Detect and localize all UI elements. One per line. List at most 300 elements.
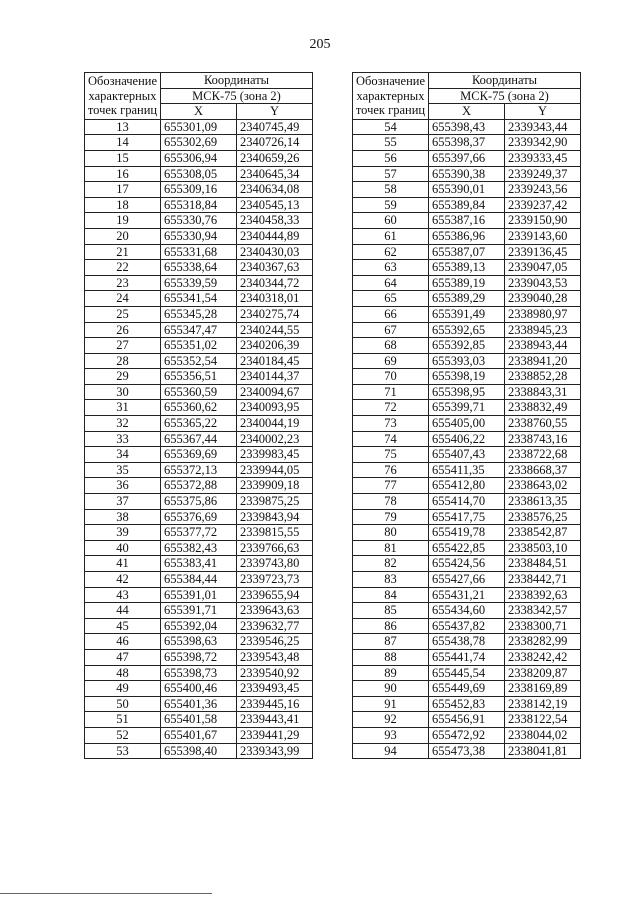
table-row (85, 338, 313, 354)
designation-line: характерных (88, 88, 157, 103)
point-number-cell: 84 (353, 587, 429, 603)
point-number-cell: 74 (353, 431, 429, 447)
x-value-cell: 655401,67 (161, 727, 237, 743)
designation-header (85, 73, 161, 120)
point-number-cell: 73 (353, 416, 429, 432)
table-row (353, 166, 581, 182)
y-value-cell: 2338242,42 (505, 649, 581, 665)
y-value-cell: 2339445,16 (237, 696, 313, 712)
y-value-cell: 2340184,45 (237, 353, 313, 369)
y-value-cell: 2338209,87 (505, 665, 581, 681)
point-number-cell: 90 (353, 681, 429, 697)
y-value-cell: 2338392,63 (505, 587, 581, 603)
x-value-cell: 655411,35 (429, 462, 505, 478)
point-number-cell: 27 (85, 338, 161, 354)
table-row (353, 525, 581, 541)
table-row (353, 712, 581, 728)
y-value-cell: 2339743,80 (237, 556, 313, 572)
x-value-cell: 655452,83 (429, 696, 505, 712)
x-value-cell: 655387,07 (429, 244, 505, 260)
x-value-cell: 655389,84 (429, 197, 505, 213)
x-value-cell: 655401,36 (161, 696, 237, 712)
x-value-cell: 655367,44 (161, 431, 237, 447)
y-value-cell: 2339443,41 (237, 712, 313, 728)
point-number-cell: 37 (85, 494, 161, 510)
y-value-cell: 2338743,16 (505, 431, 581, 447)
x-value-cell: 655360,62 (161, 400, 237, 416)
y-value-cell: 2339983,45 (237, 447, 313, 463)
x-value-cell: 655392,85 (429, 338, 505, 354)
table-row (85, 525, 313, 541)
y-value-cell: 2339632,77 (237, 618, 313, 634)
table-row (85, 634, 313, 650)
y-value-cell: 2340094,67 (237, 384, 313, 400)
x-value-cell: 655438,78 (429, 634, 505, 650)
x-value-cell: 655386,96 (429, 228, 505, 244)
table-row (85, 197, 313, 213)
point-number-cell: 89 (353, 665, 429, 681)
table-row (85, 649, 313, 665)
x-value-cell: 655345,28 (161, 306, 237, 322)
x-header: X (429, 104, 505, 120)
table-row (353, 603, 581, 619)
point-number-cell: 48 (85, 665, 161, 681)
y-value-cell: 2339043,53 (505, 275, 581, 291)
point-number-cell: 69 (353, 353, 429, 369)
table-row (85, 182, 313, 198)
table-row (85, 400, 313, 416)
point-number-cell: 19 (85, 213, 161, 229)
y-value-cell: 2339655,94 (237, 587, 313, 603)
table-row (353, 447, 581, 463)
y-value-cell: 2340244,55 (237, 322, 313, 338)
table-row (85, 665, 313, 681)
x-value-cell: 655398,95 (429, 384, 505, 400)
table-row (353, 213, 581, 229)
point-number-cell: 55 (353, 135, 429, 151)
x-value-cell: 655382,43 (161, 540, 237, 556)
x-value-cell: 655399,71 (429, 400, 505, 416)
x-value-cell: 655398,63 (161, 634, 237, 650)
point-number-cell: 67 (353, 322, 429, 338)
table-row (85, 150, 313, 166)
x-value-cell: 655330,76 (161, 213, 237, 229)
x-value-cell: 655302,69 (161, 135, 237, 151)
point-number-cell: 72 (353, 400, 429, 416)
x-value-cell: 655331,68 (161, 244, 237, 260)
designation-header (353, 73, 429, 120)
x-value-cell: 655392,65 (429, 322, 505, 338)
table-row (353, 384, 581, 400)
table-row (353, 197, 581, 213)
x-header: X (161, 104, 237, 120)
table-row (85, 431, 313, 447)
y-value-cell: 2338484,51 (505, 556, 581, 572)
table-row (85, 603, 313, 619)
table-row (353, 540, 581, 556)
y-value-cell: 2339343,44 (505, 119, 581, 135)
x-value-cell: 655360,59 (161, 384, 237, 400)
table-row (353, 291, 581, 307)
table-row (353, 618, 581, 634)
x-value-cell: 655389,13 (429, 260, 505, 276)
x-value-cell: 655398,40 (161, 743, 237, 759)
x-value-cell: 655389,29 (429, 291, 505, 307)
table-row (85, 494, 313, 510)
point-number-cell: 52 (85, 727, 161, 743)
table-row (353, 260, 581, 276)
point-number-cell: 24 (85, 291, 161, 307)
x-value-cell: 655424,56 (429, 556, 505, 572)
x-value-cell: 655445,54 (429, 665, 505, 681)
x-value-cell: 655398,72 (161, 649, 237, 665)
point-number-cell: 83 (353, 572, 429, 588)
x-value-cell: 655431,21 (429, 587, 505, 603)
coordinates-table-left (84, 72, 313, 759)
point-number-cell: 92 (353, 712, 429, 728)
x-value-cell: 655356,51 (161, 369, 237, 385)
point-number-cell: 34 (85, 447, 161, 463)
coords-title-header: Координаты (429, 73, 581, 89)
x-value-cell: 655406,22 (429, 431, 505, 447)
table-row (353, 353, 581, 369)
point-number-cell: 15 (85, 150, 161, 166)
y-value-cell: 2338722,68 (505, 447, 581, 463)
x-value-cell: 655375,86 (161, 494, 237, 510)
designation-line: характерных (356, 88, 425, 103)
table-row (353, 244, 581, 260)
table-row (353, 696, 581, 712)
y-value-cell: 2340044,19 (237, 416, 313, 432)
y-value-cell: 2339243,56 (505, 182, 581, 198)
x-value-cell: 655352,54 (161, 353, 237, 369)
y-value-cell: 2339249,37 (505, 166, 581, 182)
x-value-cell: 655412,80 (429, 478, 505, 494)
point-number-cell: 36 (85, 478, 161, 494)
point-number-cell: 25 (85, 306, 161, 322)
point-number-cell: 85 (353, 603, 429, 619)
point-number-cell: 20 (85, 228, 161, 244)
table-row (353, 649, 581, 665)
point-number-cell: 76 (353, 462, 429, 478)
y-value-cell: 2339643,63 (237, 603, 313, 619)
y-value-cell: 2338300,71 (505, 618, 581, 634)
x-value-cell: 655318,84 (161, 197, 237, 213)
table-row (85, 306, 313, 322)
y-value-cell: 2338843,31 (505, 384, 581, 400)
table-row (353, 150, 581, 166)
table-row (85, 291, 313, 307)
point-number-cell: 93 (353, 727, 429, 743)
point-number-cell: 17 (85, 182, 161, 198)
y-value-cell: 2340545,13 (237, 197, 313, 213)
point-number-cell: 88 (353, 649, 429, 665)
y-value-cell: 2339237,42 (505, 197, 581, 213)
table-row (353, 572, 581, 588)
y-value-cell: 2338342,57 (505, 603, 581, 619)
page-number: 205 (309, 37, 331, 52)
y-value-cell: 2340444,89 (237, 228, 313, 244)
y-header: Y (237, 104, 313, 120)
x-value-cell: 655398,43 (429, 119, 505, 135)
x-value-cell: 655347,47 (161, 322, 237, 338)
x-value-cell: 655400,46 (161, 681, 237, 697)
point-number-cell: 71 (353, 384, 429, 400)
coordinates-table-right (352, 72, 581, 759)
point-number-cell: 39 (85, 525, 161, 541)
x-value-cell: 655398,19 (429, 369, 505, 385)
x-value-cell: 655456,91 (429, 712, 505, 728)
table-row (353, 556, 581, 572)
table-row (353, 182, 581, 198)
point-number-cell: 43 (85, 587, 161, 603)
y-value-cell: 2340726,14 (237, 135, 313, 151)
table-row (353, 369, 581, 385)
table-row (353, 400, 581, 416)
table-row (353, 135, 581, 151)
designation-line: точек границ (355, 103, 426, 118)
y-value-cell: 2338945,23 (505, 322, 581, 338)
designation-line: Обозначение (355, 74, 426, 88)
y-value-cell: 2339441,29 (237, 727, 313, 743)
y-value-cell: 2340144,37 (237, 369, 313, 385)
y-value-cell: 2340367,63 (237, 260, 313, 276)
point-number-cell: 45 (85, 618, 161, 634)
y-value-cell: 2340275,74 (237, 306, 313, 322)
x-value-cell: 655417,75 (429, 509, 505, 525)
table-row (85, 509, 313, 525)
table-row (85, 540, 313, 556)
point-number-cell: 80 (353, 525, 429, 541)
table-row (353, 416, 581, 432)
table-row (85, 322, 313, 338)
point-number-cell: 44 (85, 603, 161, 619)
table-row (85, 618, 313, 634)
y-value-cell: 2338044,02 (505, 727, 581, 743)
point-number-cell: 46 (85, 634, 161, 650)
x-value-cell: 655338,64 (161, 260, 237, 276)
table-row (353, 322, 581, 338)
y-value-cell: 2339342,90 (505, 135, 581, 151)
y-value-cell: 2339493,45 (237, 681, 313, 697)
x-value-cell: 655391,01 (161, 587, 237, 603)
x-value-cell: 655391,71 (161, 603, 237, 619)
x-value-cell: 655369,69 (161, 447, 237, 463)
y-value-cell: 2339543,48 (237, 649, 313, 665)
x-value-cell: 655365,22 (161, 416, 237, 432)
x-value-cell: 655393,03 (429, 353, 505, 369)
y-value-cell: 2338442,71 (505, 572, 581, 588)
x-value-cell: 655389,19 (429, 275, 505, 291)
table-body-left (85, 119, 313, 758)
point-number-cell: 35 (85, 462, 161, 478)
table-row (353, 119, 581, 135)
x-value-cell: 655392,04 (161, 618, 237, 634)
y-value-cell: 2340093,95 (237, 400, 313, 416)
x-value-cell: 655387,16 (429, 213, 505, 229)
point-number-cell: 21 (85, 244, 161, 260)
y-value-cell: 2339143,60 (505, 228, 581, 244)
designation-line: Обозначение (87, 74, 158, 88)
point-number-cell: 40 (85, 540, 161, 556)
point-number-cell: 59 (353, 197, 429, 213)
point-number-cell: 38 (85, 509, 161, 525)
x-value-cell: 655339,59 (161, 275, 237, 291)
table-row (85, 213, 313, 229)
point-number-cell: 26 (85, 322, 161, 338)
table-row (85, 353, 313, 369)
y-value-cell: 2340344,72 (237, 275, 313, 291)
table-row (85, 369, 313, 385)
table-row (353, 275, 581, 291)
y-value-cell: 2339047,05 (505, 260, 581, 276)
y-value-cell: 2339040,28 (505, 291, 581, 307)
y-value-cell: 2339540,92 (237, 665, 313, 681)
table-row (353, 509, 581, 525)
point-number-cell: 70 (353, 369, 429, 385)
point-number-cell: 30 (85, 384, 161, 400)
point-number-cell: 14 (85, 135, 161, 151)
y-value-cell: 2340659,26 (237, 150, 313, 166)
table-row (85, 712, 313, 728)
table-row (85, 743, 313, 759)
designation-line: точек границ (87, 103, 158, 118)
table-row (85, 260, 313, 276)
x-value-cell: 655384,44 (161, 572, 237, 588)
x-value-cell: 655434,60 (429, 603, 505, 619)
point-number-cell: 42 (85, 572, 161, 588)
coords-system-header: МСК-75 (зона 2) (429, 88, 581, 104)
x-value-cell: 655414,70 (429, 494, 505, 510)
table-row (85, 462, 313, 478)
x-value-cell: 655376,69 (161, 509, 237, 525)
y-value-cell: 2339546,25 (237, 634, 313, 650)
point-number-cell: 86 (353, 618, 429, 634)
y-value-cell: 2338943,44 (505, 338, 581, 354)
x-value-cell: 655398,73 (161, 665, 237, 681)
x-value-cell: 655422,85 (429, 540, 505, 556)
point-number-cell: 31 (85, 400, 161, 416)
table-row (353, 431, 581, 447)
table-row (353, 228, 581, 244)
point-number-cell: 53 (85, 743, 161, 759)
table-row (353, 494, 581, 510)
y-value-cell: 2338643,02 (505, 478, 581, 494)
point-number-cell: 61 (353, 228, 429, 244)
y-value-cell: 2338122,54 (505, 712, 581, 728)
y-value-cell: 2338852,28 (505, 369, 581, 385)
y-value-cell: 2339150,90 (505, 213, 581, 229)
x-value-cell: 655419,78 (429, 525, 505, 541)
y-value-cell: 2338142,19 (505, 696, 581, 712)
y-value-cell: 2339909,18 (237, 478, 313, 494)
point-number-cell: 81 (353, 540, 429, 556)
x-value-cell: 655449,69 (429, 681, 505, 697)
y-value-cell: 2339843,94 (237, 509, 313, 525)
x-value-cell: 655407,43 (429, 447, 505, 463)
table-row (85, 572, 313, 588)
y-value-cell: 2338503,10 (505, 540, 581, 556)
x-value-cell: 655398,37 (429, 135, 505, 151)
x-value-cell: 655372,88 (161, 478, 237, 494)
point-number-cell: 68 (353, 338, 429, 354)
table-row (353, 681, 581, 697)
x-value-cell: 655472,92 (429, 727, 505, 743)
point-number-cell: 91 (353, 696, 429, 712)
x-value-cell: 655397,66 (429, 150, 505, 166)
x-value-cell: 655401,58 (161, 712, 237, 728)
table-row (85, 135, 313, 151)
x-value-cell: 655437,82 (429, 618, 505, 634)
table-row (85, 416, 313, 432)
table-row (85, 556, 313, 572)
x-value-cell: 655427,66 (429, 572, 505, 588)
y-value-cell: 2338282,99 (505, 634, 581, 650)
table-row (85, 166, 313, 182)
table-row (85, 681, 313, 697)
x-value-cell: 655309,16 (161, 182, 237, 198)
x-value-cell: 655473,38 (429, 743, 505, 759)
x-value-cell: 655377,72 (161, 525, 237, 541)
point-number-cell: 63 (353, 260, 429, 276)
x-value-cell: 655441,74 (429, 649, 505, 665)
point-number-cell: 13 (85, 119, 161, 135)
y-value-cell: 2339944,05 (237, 462, 313, 478)
point-number-cell: 16 (85, 166, 161, 182)
point-number-cell: 51 (85, 712, 161, 728)
table-row (353, 743, 581, 759)
table-row (353, 634, 581, 650)
y-value-cell: 2340430,03 (237, 244, 313, 260)
x-value-cell: 655330,94 (161, 228, 237, 244)
y-value-cell: 2338941,20 (505, 353, 581, 369)
x-value-cell: 655306,94 (161, 150, 237, 166)
y-value-cell: 2340645,34 (237, 166, 313, 182)
point-number-cell: 82 (353, 556, 429, 572)
y-value-cell: 2339723,73 (237, 572, 313, 588)
point-number-cell: 58 (353, 182, 429, 198)
table-row (85, 119, 313, 135)
y-value-cell: 2340206,39 (237, 338, 313, 354)
y-value-cell: 2338169,89 (505, 681, 581, 697)
point-number-cell: 65 (353, 291, 429, 307)
coords-system-header: МСК-75 (зона 2) (161, 88, 313, 104)
y-value-cell: 2338832,49 (505, 400, 581, 416)
y-value-cell: 2340318,01 (237, 291, 313, 307)
x-value-cell: 655341,54 (161, 291, 237, 307)
y-value-cell: 2340458,33 (237, 213, 313, 229)
table-row (85, 275, 313, 291)
point-number-cell: 62 (353, 244, 429, 260)
x-value-cell: 655383,41 (161, 556, 237, 572)
point-number-cell: 60 (353, 213, 429, 229)
point-number-cell: 94 (353, 743, 429, 759)
x-value-cell: 655351,02 (161, 338, 237, 354)
point-number-cell: 29 (85, 369, 161, 385)
y-value-cell: 2338576,25 (505, 509, 581, 525)
table-row (85, 244, 313, 260)
y-value-cell: 2338668,37 (505, 462, 581, 478)
table-row (353, 462, 581, 478)
table-row (85, 727, 313, 743)
point-number-cell: 64 (353, 275, 429, 291)
y-value-cell: 2338041,81 (505, 743, 581, 759)
table-row (353, 587, 581, 603)
x-value-cell: 655372,13 (161, 462, 237, 478)
table-row (85, 587, 313, 603)
table-row (353, 478, 581, 494)
point-number-cell: 28 (85, 353, 161, 369)
